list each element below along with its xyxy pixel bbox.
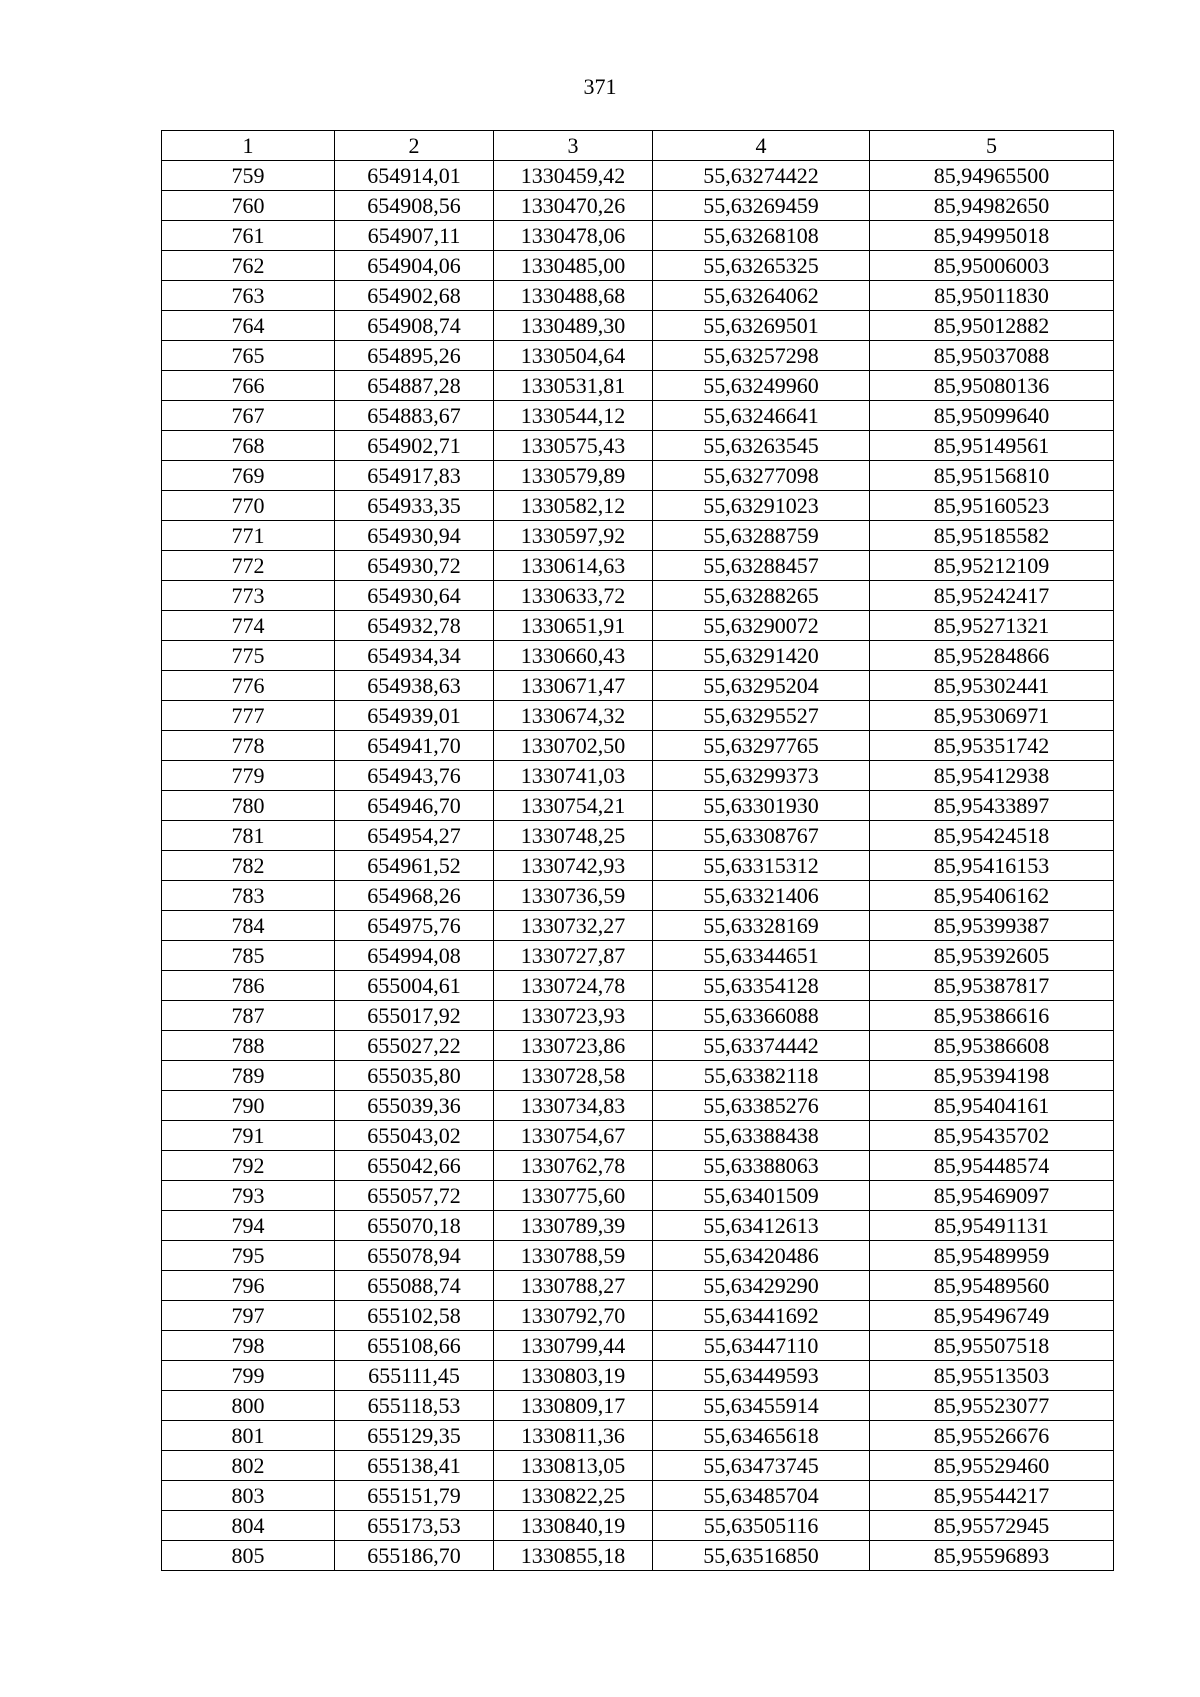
table-cell: 55,63385276 — [653, 1091, 870, 1121]
table-cell: 85,95496749 — [870, 1301, 1114, 1331]
table-cell: 775 — [162, 641, 335, 671]
column-header: 1 — [162, 131, 335, 161]
table-row — [162, 1541, 1114, 1571]
table-cell: 654930,64 — [335, 581, 494, 611]
table-cell: 85,95037088 — [870, 341, 1114, 371]
table-cell: 1330575,43 — [494, 431, 653, 461]
table-row — [162, 251, 1114, 281]
table-cell: 770 — [162, 491, 335, 521]
table-cell: 1330470,26 — [494, 191, 653, 221]
table-cell: 803 — [162, 1481, 335, 1511]
table-cell: 85,95412938 — [870, 761, 1114, 791]
table-cell: 655027,22 — [335, 1031, 494, 1061]
table-cell: 55,63447110 — [653, 1331, 870, 1361]
table-cell: 759 — [162, 161, 335, 191]
table-cell: 55,63441692 — [653, 1301, 870, 1331]
column-header: 2 — [335, 131, 494, 161]
table-cell: 85,95435702 — [870, 1121, 1114, 1151]
table-cell: 804 — [162, 1511, 335, 1541]
table-cell: 85,95507518 — [870, 1331, 1114, 1361]
table-cell: 55,63268108 — [653, 221, 870, 251]
table-cell: 785 — [162, 941, 335, 971]
table-cell: 55,63516850 — [653, 1541, 870, 1571]
table-cell: 1330732,27 — [494, 911, 653, 941]
table-cell: 762 — [162, 251, 335, 281]
table-cell: 786 — [162, 971, 335, 1001]
table-cell: 783 — [162, 881, 335, 911]
table-row — [162, 431, 1114, 461]
table-row — [162, 1511, 1114, 1541]
table-header — [162, 131, 1114, 161]
table-cell: 1330459,42 — [494, 161, 653, 191]
table-cell: 654883,67 — [335, 401, 494, 431]
table-cell: 767 — [162, 401, 335, 431]
table-cell: 655102,58 — [335, 1301, 494, 1331]
table-row — [162, 191, 1114, 221]
table-cell: 55,63246641 — [653, 401, 870, 431]
table-cell: 1330488,68 — [494, 281, 653, 311]
table-cell: 55,63412613 — [653, 1211, 870, 1241]
table-cell: 1330651,91 — [494, 611, 653, 641]
table-cell: 799 — [162, 1361, 335, 1391]
table-cell: 1330671,47 — [494, 671, 653, 701]
table-cell: 85,95185582 — [870, 521, 1114, 551]
table-cell: 654968,26 — [335, 881, 494, 911]
table-cell: 761 — [162, 221, 335, 251]
table-cell: 654917,83 — [335, 461, 494, 491]
table-cell: 765 — [162, 341, 335, 371]
table-cell: 654939,01 — [335, 701, 494, 731]
table-cell: 85,95489959 — [870, 1241, 1114, 1271]
table-cell: 55,63249960 — [653, 371, 870, 401]
table-cell: 654961,52 — [335, 851, 494, 881]
table-cell: 85,95448574 — [870, 1151, 1114, 1181]
table-cell: 55,63388063 — [653, 1151, 870, 1181]
table-cell: 655108,66 — [335, 1331, 494, 1361]
table-cell: 1330788,59 — [494, 1241, 653, 1271]
table-cell: 1330813,05 — [494, 1451, 653, 1481]
table-cell: 55,63382118 — [653, 1061, 870, 1091]
table-cell: 779 — [162, 761, 335, 791]
table-cell: 55,63420486 — [653, 1241, 870, 1271]
table-cell: 654975,76 — [335, 911, 494, 941]
table-cell: 85,95099640 — [870, 401, 1114, 431]
table-cell: 763 — [162, 281, 335, 311]
table-row — [162, 1001, 1114, 1031]
table-cell: 1330485,00 — [494, 251, 653, 281]
table-cell: 787 — [162, 1001, 335, 1031]
header-row — [162, 131, 1114, 161]
table-cell: 1330478,06 — [494, 221, 653, 251]
table-cell: 55,63429290 — [653, 1271, 870, 1301]
table-cell: 655118,53 — [335, 1391, 494, 1421]
table-cell: 792 — [162, 1151, 335, 1181]
table-cell: 85,95394198 — [870, 1061, 1114, 1091]
table-cell: 1330660,43 — [494, 641, 653, 671]
table-cell: 55,63269459 — [653, 191, 870, 221]
table-cell: 85,95387817 — [870, 971, 1114, 1001]
table-cell: 795 — [162, 1241, 335, 1271]
table-cell: 1330504,64 — [494, 341, 653, 371]
table-cell: 55,63328169 — [653, 911, 870, 941]
table-cell: 654902,71 — [335, 431, 494, 461]
table-cell: 655039,36 — [335, 1091, 494, 1121]
table-cell: 85,95302441 — [870, 671, 1114, 701]
table-cell: 55,63505116 — [653, 1511, 870, 1541]
table-cell: 55,63277098 — [653, 461, 870, 491]
table-cell: 85,95513503 — [870, 1361, 1114, 1391]
table-cell: 788 — [162, 1031, 335, 1061]
table-cell: 655017,92 — [335, 1001, 494, 1031]
table-cell: 1330840,19 — [494, 1511, 653, 1541]
table-cell: 1330582,12 — [494, 491, 653, 521]
table-cell: 764 — [162, 311, 335, 341]
table-cell: 55,63401509 — [653, 1181, 870, 1211]
table-cell: 85,95596893 — [870, 1541, 1114, 1571]
table-cell: 781 — [162, 821, 335, 851]
table-cell: 55,63269501 — [653, 311, 870, 341]
table-row — [162, 1481, 1114, 1511]
table-row — [162, 911, 1114, 941]
table-cell: 1330855,18 — [494, 1541, 653, 1571]
table-cell: 85,95160523 — [870, 491, 1114, 521]
table-cell: 1330734,83 — [494, 1091, 653, 1121]
table-row — [162, 1031, 1114, 1061]
table-row — [162, 1121, 1114, 1151]
table-cell: 1330727,87 — [494, 941, 653, 971]
table-cell: 1330723,93 — [494, 1001, 653, 1031]
table-cell: 655186,70 — [335, 1541, 494, 1571]
table-cell: 85,95572945 — [870, 1511, 1114, 1541]
table-row — [162, 551, 1114, 581]
table-cell: 55,63485704 — [653, 1481, 870, 1511]
table-cell: 85,95399387 — [870, 911, 1114, 941]
table-cell: 654907,11 — [335, 221, 494, 251]
table-cell: 85,95006003 — [870, 251, 1114, 281]
table-cell: 778 — [162, 731, 335, 761]
table-cell: 85,95392605 — [870, 941, 1114, 971]
table-row — [162, 491, 1114, 521]
table-body — [162, 161, 1114, 1571]
table-cell: 654902,68 — [335, 281, 494, 311]
table-cell: 773 — [162, 581, 335, 611]
table-cell: 1330723,86 — [494, 1031, 653, 1061]
table-cell: 85,95404161 — [870, 1091, 1114, 1121]
table-cell: 1330809,17 — [494, 1391, 653, 1421]
table-cell: 1330597,92 — [494, 521, 653, 551]
table-row — [162, 461, 1114, 491]
table-cell: 798 — [162, 1331, 335, 1361]
table-cell: 655129,35 — [335, 1421, 494, 1451]
column-header: 5 — [870, 131, 1114, 161]
table-cell: 85,95489560 — [870, 1271, 1114, 1301]
table-cell: 654887,28 — [335, 371, 494, 401]
table-cell: 55,63455914 — [653, 1391, 870, 1421]
table-cell: 55,63288457 — [653, 551, 870, 581]
table-row — [162, 611, 1114, 641]
table-row — [162, 581, 1114, 611]
table-cell: 654895,26 — [335, 341, 494, 371]
table-cell: 791 — [162, 1121, 335, 1151]
table-cell: 85,95529460 — [870, 1451, 1114, 1481]
table-cell: 1330789,39 — [494, 1211, 653, 1241]
table-cell: 654914,01 — [335, 161, 494, 191]
table-cell: 85,95491131 — [870, 1211, 1114, 1241]
table-cell: 55,63297765 — [653, 731, 870, 761]
table-cell: 55,63264062 — [653, 281, 870, 311]
table-cell: 85,95526676 — [870, 1421, 1114, 1451]
table-cell: 655088,74 — [335, 1271, 494, 1301]
table-cell: 654904,06 — [335, 251, 494, 281]
table-cell: 772 — [162, 551, 335, 581]
table-cell: 85,95271321 — [870, 611, 1114, 641]
table-cell: 1330633,72 — [494, 581, 653, 611]
table-cell: 85,94965500 — [870, 161, 1114, 191]
table-cell: 802 — [162, 1451, 335, 1481]
table-row — [162, 881, 1114, 911]
table-cell: 1330674,32 — [494, 701, 653, 731]
table-cell: 654954,27 — [335, 821, 494, 851]
table-cell: 55,63473745 — [653, 1451, 870, 1481]
table-cell: 85,95406162 — [870, 881, 1114, 911]
table-cell: 55,63295204 — [653, 671, 870, 701]
table-cell: 1330544,12 — [494, 401, 653, 431]
table-cell: 654930,72 — [335, 551, 494, 581]
table-cell: 85,95544217 — [870, 1481, 1114, 1511]
table-row — [162, 1091, 1114, 1121]
table-cell: 1330803,19 — [494, 1361, 653, 1391]
table-cell: 782 — [162, 851, 335, 881]
table-cell: 85,95212109 — [870, 551, 1114, 581]
table-cell: 1330579,89 — [494, 461, 653, 491]
table-cell: 776 — [162, 671, 335, 701]
table-row — [162, 1301, 1114, 1331]
table-cell: 55,63291420 — [653, 641, 870, 671]
table-row — [162, 521, 1114, 551]
table-cell: 655138,41 — [335, 1451, 494, 1481]
table-row — [162, 221, 1114, 251]
table-cell: 85,95424518 — [870, 821, 1114, 851]
table-row — [162, 941, 1114, 971]
table-cell: 1330792,70 — [494, 1301, 653, 1331]
table-cell: 805 — [162, 1541, 335, 1571]
table-cell: 774 — [162, 611, 335, 641]
table-cell: 655070,18 — [335, 1211, 494, 1241]
table-cell: 85,94995018 — [870, 221, 1114, 251]
table-cell: 55,63257298 — [653, 341, 870, 371]
table-cell: 1330762,78 — [494, 1151, 653, 1181]
table-cell: 1330748,25 — [494, 821, 653, 851]
table-cell: 654908,74 — [335, 311, 494, 341]
table-cell: 55,63374442 — [653, 1031, 870, 1061]
table-cell: 85,95306971 — [870, 701, 1114, 731]
table-cell: 654932,78 — [335, 611, 494, 641]
table-cell: 55,63344651 — [653, 941, 870, 971]
table-cell: 654943,76 — [335, 761, 494, 791]
table-cell: 85,95386608 — [870, 1031, 1114, 1061]
table-row — [162, 1181, 1114, 1211]
table-cell: 654908,56 — [335, 191, 494, 221]
table-row — [162, 971, 1114, 1001]
table-cell: 85,95284866 — [870, 641, 1114, 671]
table-cell: 655035,80 — [335, 1061, 494, 1091]
table-cell: 55,63299373 — [653, 761, 870, 791]
table-cell: 790 — [162, 1091, 335, 1121]
table-cell: 85,95523077 — [870, 1391, 1114, 1421]
table-cell: 1330741,03 — [494, 761, 653, 791]
table-cell: 1330531,81 — [494, 371, 653, 401]
table-cell: 794 — [162, 1211, 335, 1241]
table-cell: 654933,35 — [335, 491, 494, 521]
table-cell: 55,63321406 — [653, 881, 870, 911]
table-cell: 85,95351742 — [870, 731, 1114, 761]
table-cell: 85,94982650 — [870, 191, 1114, 221]
table-row — [162, 1061, 1114, 1091]
table-row — [162, 851, 1114, 881]
table-cell: 1330799,44 — [494, 1331, 653, 1361]
table-cell: 55,63274422 — [653, 161, 870, 191]
table-cell: 655042,66 — [335, 1151, 494, 1181]
table-cell: 655151,79 — [335, 1481, 494, 1511]
table-cell: 55,63288265 — [653, 581, 870, 611]
table-row — [162, 791, 1114, 821]
table-row — [162, 371, 1114, 401]
table-cell: 784 — [162, 911, 335, 941]
table-row — [162, 401, 1114, 431]
table-cell: 85,95011830 — [870, 281, 1114, 311]
table-row — [162, 1211, 1114, 1241]
table-row — [162, 1361, 1114, 1391]
table-cell: 85,95156810 — [870, 461, 1114, 491]
table-cell: 655173,53 — [335, 1511, 494, 1541]
table-cell: 1330754,21 — [494, 791, 653, 821]
table-cell: 55,63288759 — [653, 521, 870, 551]
table-cell: 796 — [162, 1271, 335, 1301]
table-row — [162, 161, 1114, 191]
table-cell: 55,63308767 — [653, 821, 870, 851]
table-cell: 85,95469097 — [870, 1181, 1114, 1211]
table-cell: 793 — [162, 1181, 335, 1211]
table-row — [162, 1421, 1114, 1451]
table-cell: 1330489,30 — [494, 311, 653, 341]
table-cell: 789 — [162, 1061, 335, 1091]
table-cell: 1330736,59 — [494, 881, 653, 911]
table-cell: 1330614,63 — [494, 551, 653, 581]
table-row — [162, 731, 1114, 761]
table-cell: 55,63295527 — [653, 701, 870, 731]
table-row — [162, 821, 1114, 851]
table-row — [162, 1331, 1114, 1361]
table-cell: 1330742,93 — [494, 851, 653, 881]
table-cell: 85,95149561 — [870, 431, 1114, 461]
table-cell: 55,63301930 — [653, 791, 870, 821]
table-cell: 55,63388438 — [653, 1121, 870, 1151]
table-row — [162, 701, 1114, 731]
table-cell: 780 — [162, 791, 335, 821]
table-row — [162, 341, 1114, 371]
table-row — [162, 311, 1114, 341]
table-cell: 85,95386616 — [870, 1001, 1114, 1031]
table-cell: 777 — [162, 701, 335, 731]
table-cell: 1330788,27 — [494, 1271, 653, 1301]
table-cell: 1330775,60 — [494, 1181, 653, 1211]
table-cell: 797 — [162, 1301, 335, 1331]
table-cell: 85,95416153 — [870, 851, 1114, 881]
table-cell: 760 — [162, 191, 335, 221]
table-cell: 655004,61 — [335, 971, 494, 1001]
column-header: 4 — [653, 131, 870, 161]
table-row — [162, 1391, 1114, 1421]
table-cell: 1330822,25 — [494, 1481, 653, 1511]
table-cell: 769 — [162, 461, 335, 491]
table-cell: 55,63449593 — [653, 1361, 870, 1391]
table-cell: 1330728,58 — [494, 1061, 653, 1091]
table-row — [162, 671, 1114, 701]
table-cell: 655043,02 — [335, 1121, 494, 1151]
table-cell: 655078,94 — [335, 1241, 494, 1271]
table-cell: 1330811,36 — [494, 1421, 653, 1451]
table-cell: 1330702,50 — [494, 731, 653, 761]
table-cell: 1330754,67 — [494, 1121, 653, 1151]
table-cell: 654994,08 — [335, 941, 494, 971]
table-cell: 768 — [162, 431, 335, 461]
coordinates-table — [161, 130, 1114, 1571]
table-row — [162, 641, 1114, 671]
table-cell: 85,95433897 — [870, 791, 1114, 821]
table-cell: 654941,70 — [335, 731, 494, 761]
table-row — [162, 761, 1114, 791]
table-cell: 766 — [162, 371, 335, 401]
table-cell: 55,63265325 — [653, 251, 870, 281]
table-cell: 801 — [162, 1421, 335, 1451]
table-cell: 654930,94 — [335, 521, 494, 551]
table-cell: 654938,63 — [335, 671, 494, 701]
table-cell: 85,95012882 — [870, 311, 1114, 341]
table-row — [162, 281, 1114, 311]
column-header: 3 — [494, 131, 653, 161]
table-row — [162, 1151, 1114, 1181]
table-cell: 55,63354128 — [653, 971, 870, 1001]
table-row — [162, 1451, 1114, 1481]
table-cell: 85,95242417 — [870, 581, 1114, 611]
page-number: 371 — [583, 74, 617, 99]
table-cell: 85,95080136 — [870, 371, 1114, 401]
table-cell: 55,63263545 — [653, 431, 870, 461]
table-cell: 55,63290072 — [653, 611, 870, 641]
table-cell: 55,63366088 — [653, 1001, 870, 1031]
table-cell: 800 — [162, 1391, 335, 1421]
table-cell: 55,63291023 — [653, 491, 870, 521]
table-cell: 655111,45 — [335, 1361, 494, 1391]
table-cell: 771 — [162, 521, 335, 551]
table-cell: 654934,34 — [335, 641, 494, 671]
table-row — [162, 1271, 1114, 1301]
table-row — [162, 1241, 1114, 1271]
table-cell: 55,63315312 — [653, 851, 870, 881]
table-cell: 654946,70 — [335, 791, 494, 821]
table-cell: 1330724,78 — [494, 971, 653, 1001]
table-cell: 55,63465618 — [653, 1421, 870, 1451]
table-cell: 655057,72 — [335, 1181, 494, 1211]
